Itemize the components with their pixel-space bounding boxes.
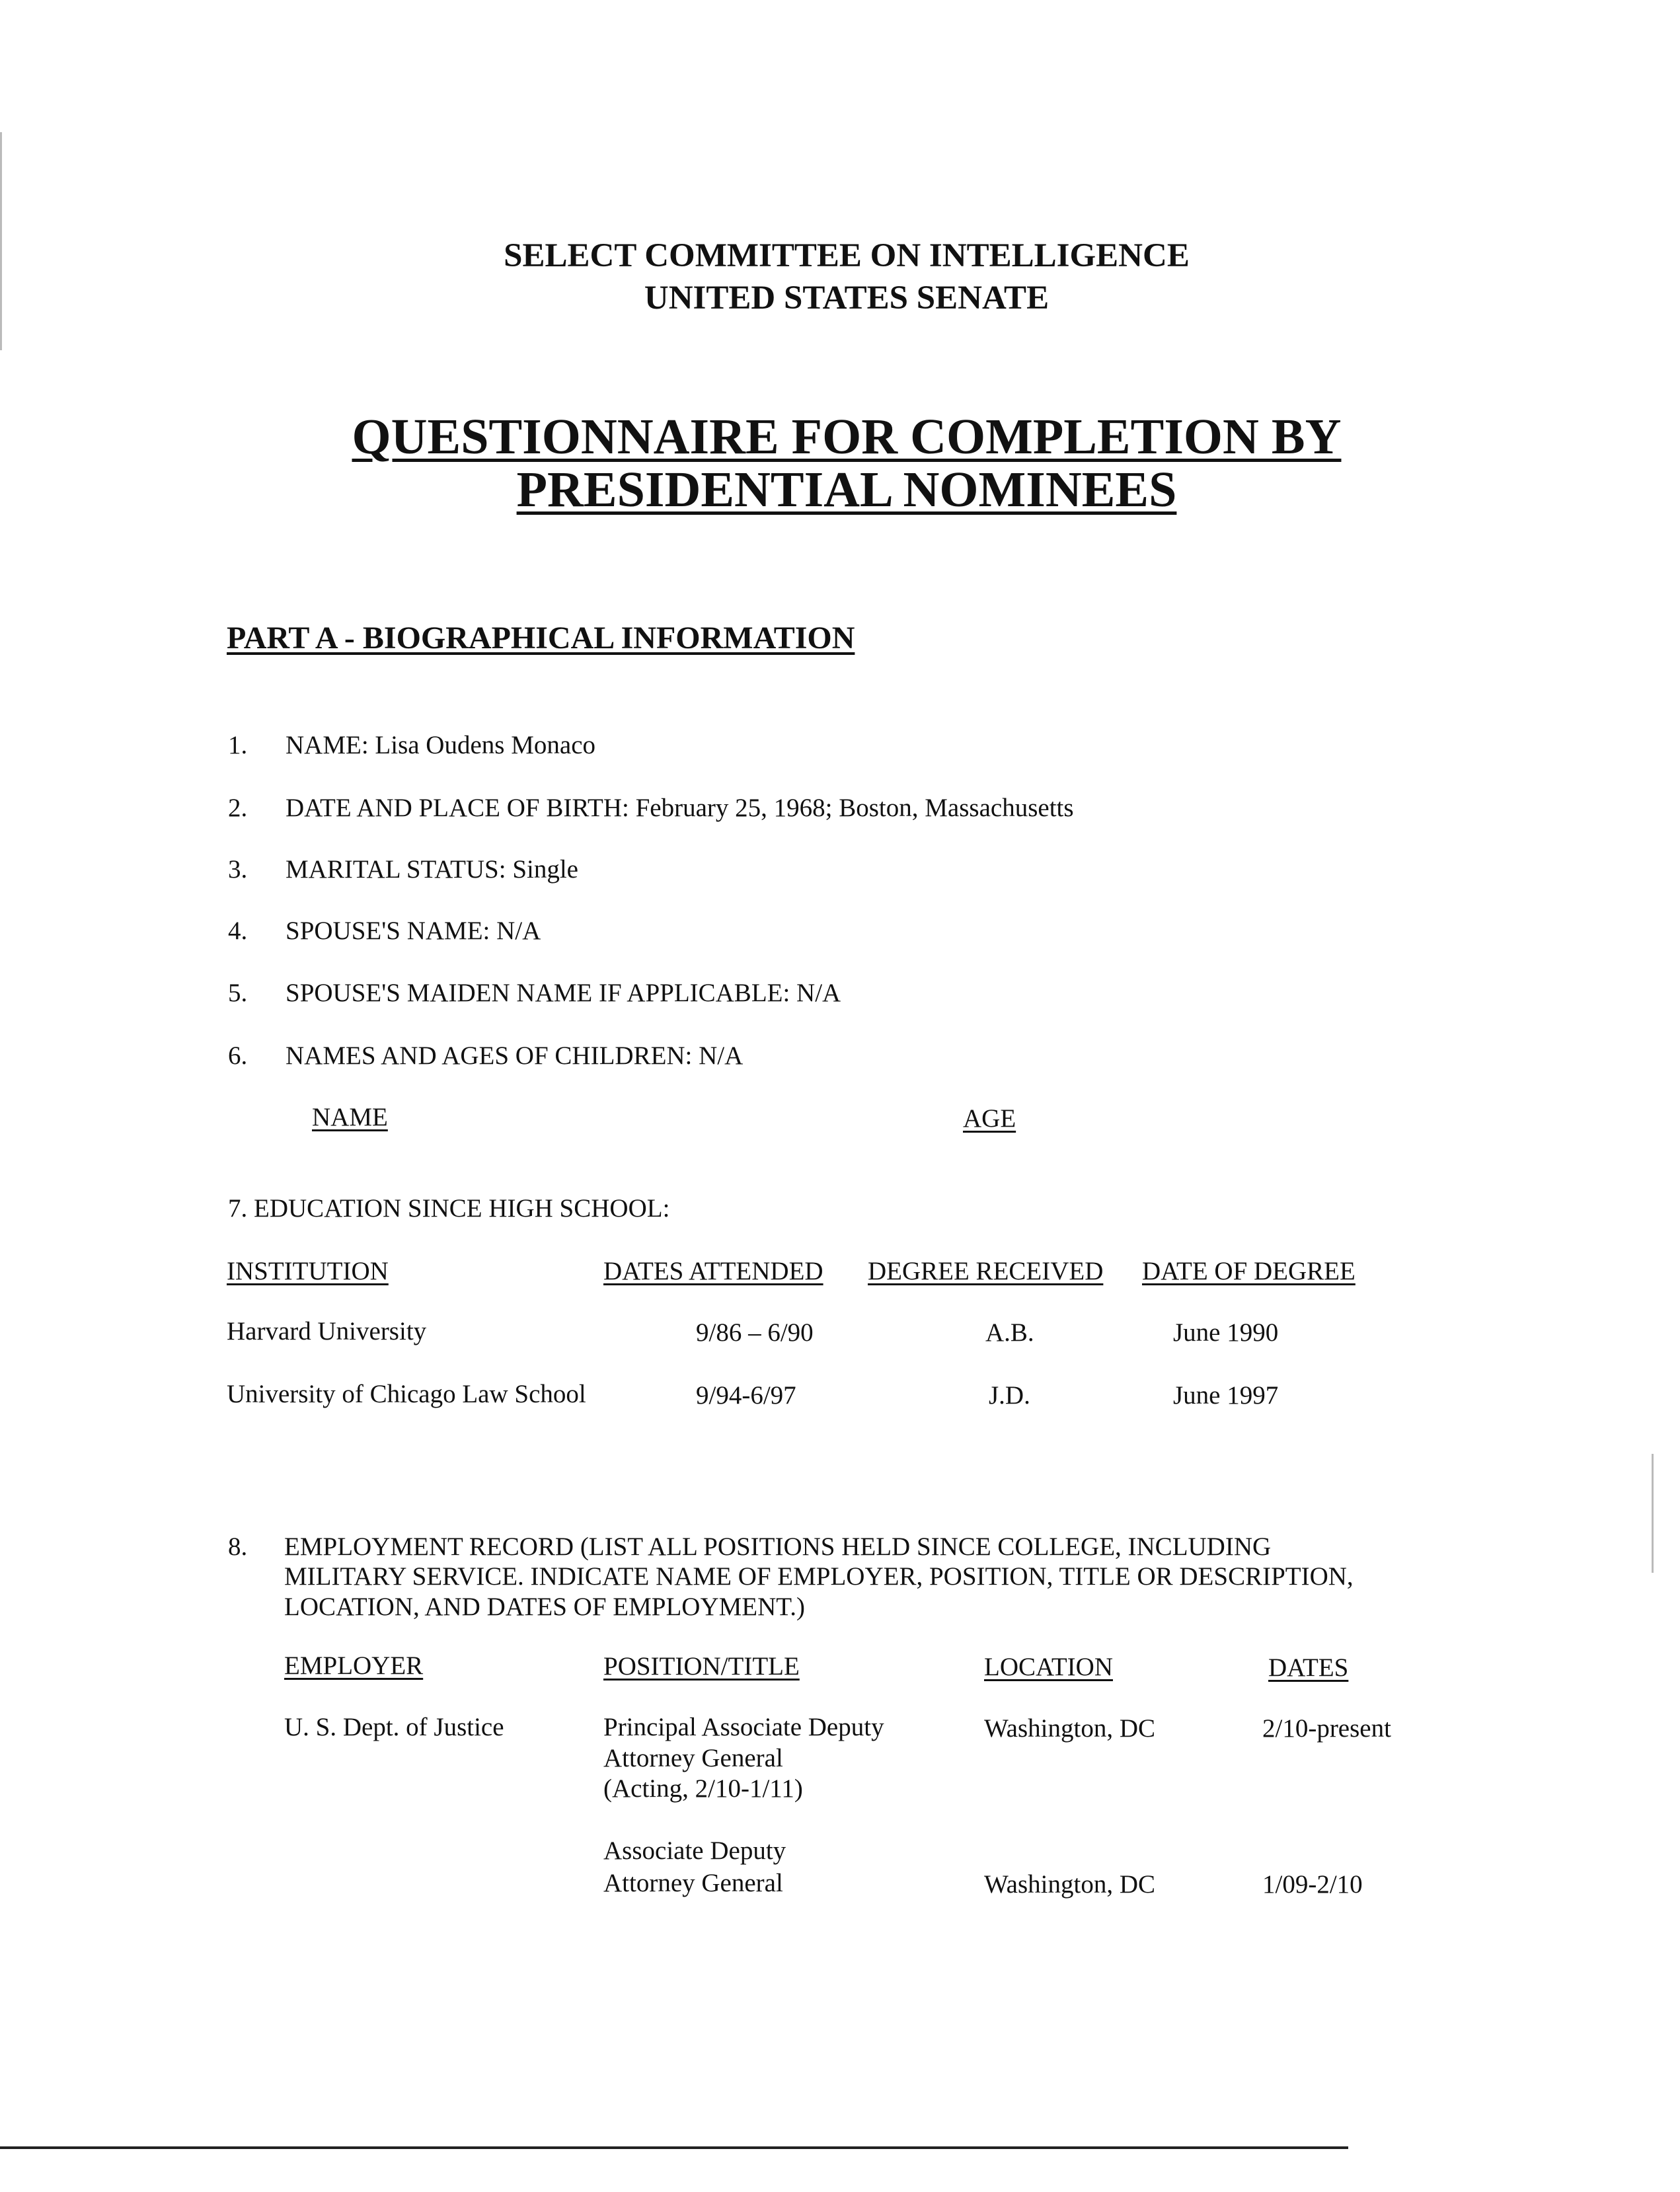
children-name-header: NAME — [312, 1103, 388, 1131]
employment-dates: 1/09-2/10 — [1262, 1870, 1363, 1899]
employment-position-line: Principal Associate Deputy — [603, 1713, 884, 1741]
item-name: NAME: Lisa Oudens Monaco — [286, 731, 596, 759]
employment-position-line: Attorney General — [603, 1744, 783, 1772]
employment-dates: 2/10-present — [1262, 1714, 1391, 1743]
education-label: 7. EDUCATION SINCE HIGH SCHOOL: — [228, 1194, 670, 1223]
employment-position-line: Associate Deputy — [603, 1836, 786, 1865]
education-degree: A.B. — [985, 1318, 1034, 1347]
employment-location: Washington, DC — [984, 1870, 1156, 1899]
employment-instructions-line: MILITARY SERVICE. INDICATE NAME OF EMPLOYER, POSITION, TITLE OR DESCRIPTION, — [284, 1562, 1354, 1591]
education-institution: Harvard University — [227, 1317, 427, 1345]
item-spouse-name: SPOUSE'S NAME: N/A — [286, 917, 541, 945]
education-dates: 9/86 – 6/90 — [696, 1318, 814, 1347]
item-birth: DATE AND PLACE OF BIRTH: February 25, 1968; Boston, Massachusetts — [286, 794, 1074, 822]
education-date-of-degree: June 1990 — [1173, 1318, 1279, 1347]
item-number: 8. — [228, 1532, 248, 1561]
employment-employer: U. S. Dept. of Justice — [284, 1713, 504, 1741]
footer-rule — [0, 2146, 1348, 2149]
employment-instructions-line: EMPLOYMENT RECORD (LIST ALL POSITIONS HELD SINCE COLLEGE, INCLUDING — [284, 1532, 1272, 1561]
education-dates: 9/94-6/97 — [696, 1381, 796, 1410]
committee-heading: SELECT COMMITTEE ON INTELLIGENCE — [504, 237, 1190, 274]
item-number: 5. — [228, 979, 248, 1007]
employment-position-line: Attorney General — [603, 1869, 783, 1897]
employment-header-position: POSITION/TITLE — [603, 1652, 800, 1681]
employment-header-employer: EMPLOYER — [284, 1651, 424, 1680]
employment-header-dates: DATES — [1268, 1653, 1349, 1682]
employment-position-line: (Acting, 2/10-1/11) — [603, 1774, 803, 1803]
item-number: 1. — [228, 731, 248, 759]
part-a-heading: PART A - BIOGRAPHICAL INFORMATION — [227, 621, 855, 656]
education-header-dates: DATES ATTENDED — [603, 1257, 823, 1285]
item-number: 6. — [228, 1041, 248, 1070]
document-title-line1: QUESTIONNAIRE FOR COMPLETION BY — [352, 409, 1342, 465]
employment-header-location: LOCATION — [984, 1653, 1113, 1681]
item-number: 3. — [228, 855, 248, 884]
item-spouse-maiden-name: SPOUSE'S MAIDEN NAME IF APPLICABLE: N/A — [286, 979, 841, 1007]
scan-edge-mark — [1652, 1454, 1654, 1573]
education-date-of-degree: June 1997 — [1173, 1381, 1279, 1410]
item-children: NAMES AND AGES OF CHILDREN: N/A — [286, 1041, 744, 1070]
education-header-date-of-degree: DATE OF DEGREE — [1142, 1257, 1355, 1285]
education-header-degree: DEGREE RECEIVED — [868, 1257, 1104, 1285]
senate-heading: UNITED STATES SENATE — [644, 280, 1050, 317]
children-age-header: AGE — [963, 1104, 1016, 1133]
employment-location: Washington, DC — [984, 1714, 1156, 1743]
item-number: 2. — [228, 794, 248, 822]
education-institution: University of Chicago Law School — [227, 1380, 586, 1408]
document-title-line2: PRESIDENTIAL NOMINEES — [516, 462, 1177, 517]
item-marital-status: MARITAL STATUS: Single — [286, 855, 578, 884]
item-number: 4. — [228, 917, 248, 945]
education-degree: J.D. — [989, 1381, 1030, 1410]
education-header-institution: INSTITUTION — [227, 1257, 389, 1285]
employment-instructions-line: LOCATION, AND DATES OF EMPLOYMENT.) — [284, 1593, 805, 1621]
